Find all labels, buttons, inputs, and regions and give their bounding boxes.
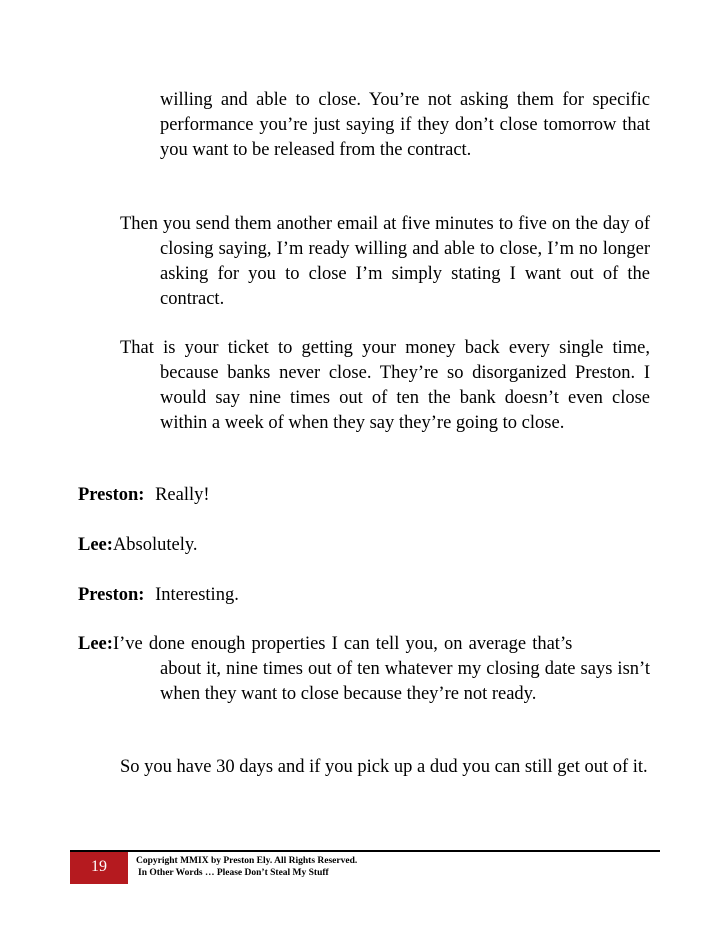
- paragraph-email: Then you send them another email at five minutes to five on the day of closing saying, I’m ready willing and able to close, I’m no longer asking for you to close I’m simply stating I want out of the contract.: [120, 214, 650, 309]
- speaker-label: Lee:: [78, 634, 113, 654]
- page-footer: [70, 850, 660, 884]
- paragraph-ticket: That is your ticket to getting your money back every single time, because banks never close. They’re so disorganized Preston. I would say nine times out of ten the bank doesn’t even close within a week of when they say they’re going to close.: [120, 338, 650, 433]
- dialogue-preston-really: [78, 483, 210, 508]
- speaker-text: Interesting.: [155, 585, 239, 605]
- speaker-text: Absolutely.: [112, 535, 198, 555]
- dialogue-lee-absolutely: [78, 533, 198, 558]
- speaker-label: Lee:: [78, 535, 113, 555]
- copyright-line-2: In Other Words … Please Don’t Steal My Stuff: [138, 868, 329, 878]
- speaker-text: Really!: [155, 485, 210, 505]
- paragraph-continued: willing and able to close. You’re not asking them for specific performance you’re just saying if they don’t close tomorrow that you want to be released from the contract.: [160, 90, 650, 160]
- copyright-line-1: Copyright MMIX by Preston Ely. All Rights Reserved.: [136, 856, 358, 866]
- page-number-box: [70, 852, 128, 884]
- speaker-label: Preston:: [78, 485, 145, 505]
- speaker-label: Preston:: [78, 585, 145, 605]
- dialogue-lee-properties: [78, 632, 650, 707]
- dialogue-preston-interesting: [78, 583, 239, 608]
- first-line: [78, 632, 650, 657]
- footer-rule: [70, 850, 660, 852]
- paragraph-thirty-days: So you have 30 days and if you pick up a dud you can still get out of it.: [120, 757, 648, 777]
- speaker-text: I’ve done enough properties I can tell you, on average that’s: [112, 634, 573, 654]
- page-number: 19: [91, 858, 107, 875]
- continued-lines: about it, nine times out of ten whatever my closing date says isn’t when they want to close because they’re not ready.: [160, 659, 650, 704]
- copyright-notice: [136, 855, 357, 879]
